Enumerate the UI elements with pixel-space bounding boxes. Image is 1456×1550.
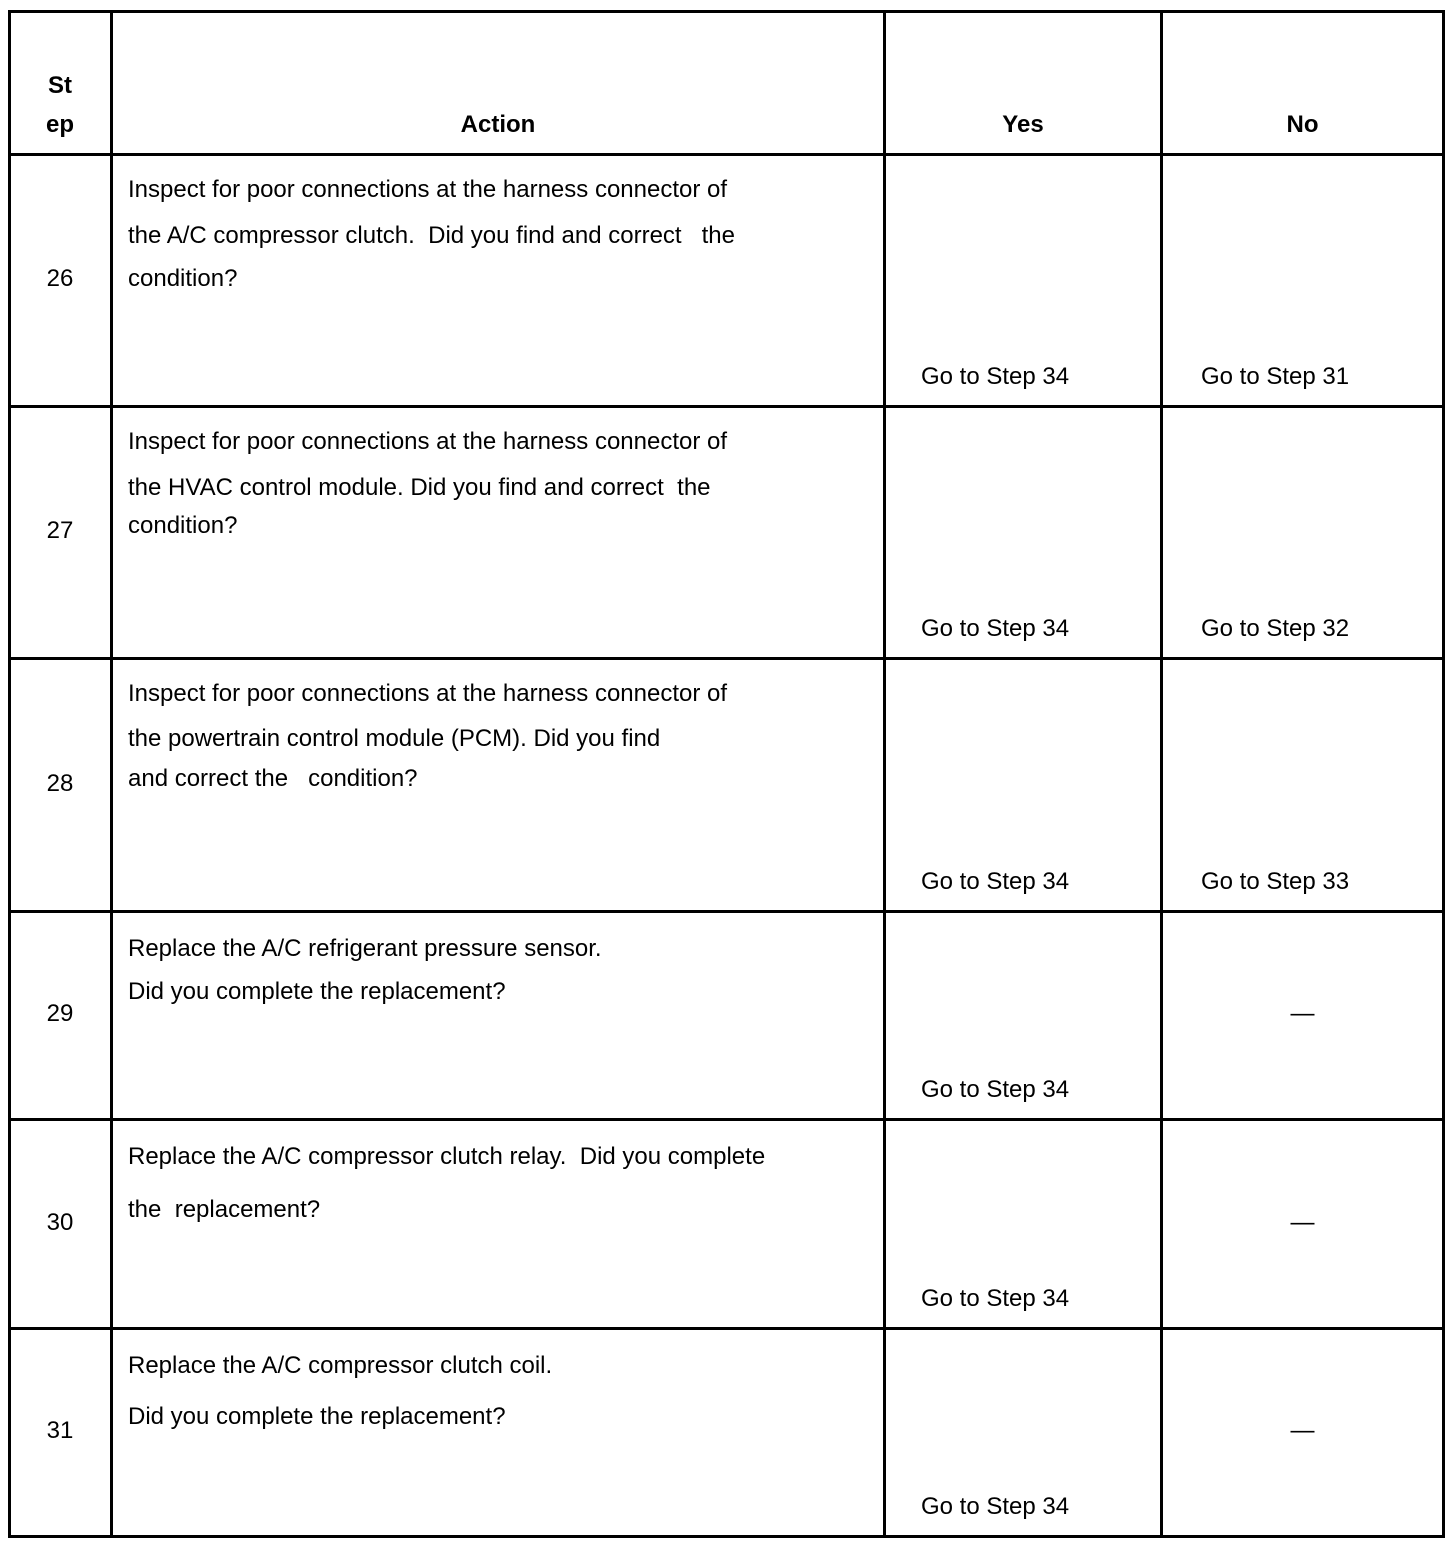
no-result: Go to Step 31 [1201, 363, 1350, 390]
header-step-line1: St [48, 72, 72, 99]
no-result: — [1290, 1000, 1315, 1027]
action-text-line: and correct the condition? [128, 765, 418, 792]
table-row-border [8, 1535, 1445, 1538]
action-text-line: condition? [128, 512, 238, 539]
no-result: — [1290, 1208, 1315, 1236]
no-result: Go to Step 32 [1201, 615, 1350, 642]
action-text-line: the replacement? [128, 1196, 321, 1223]
header-action: Action [460, 111, 536, 138]
action-text-line: the powertrain control module (PCM). Did you find [128, 725, 661, 752]
action-text-line: Did you complete the replacement? [128, 978, 506, 1005]
table-row-border [8, 657, 1445, 660]
step-number: 31 [46, 1417, 74, 1444]
action-text-line: Replace the A/C refrigerant pressure sensor. [128, 935, 602, 962]
action-text-line: the HVAC control module. Did you find and correct the [128, 474, 711, 501]
action-text-line: Inspect for poor connections at the harness connector of [128, 176, 728, 203]
table-row-border [8, 405, 1445, 408]
header-step-line2: ep [45, 111, 74, 138]
action-text-line: condition? [128, 265, 238, 292]
table-column-border [110, 10, 113, 1538]
yes-result: Go to Step 34 [921, 1285, 1070, 1312]
action-text-line: the A/C compressor clutch. Did you find and correct the [128, 222, 735, 249]
no-result: Go to Step 33 [1201, 868, 1350, 895]
action-text-line: Replace the A/C compressor clutch relay. Did you complete [128, 1143, 766, 1170]
yes-result: Go to Step 34 [921, 1493, 1070, 1520]
no-result: — [1290, 1417, 1315, 1444]
step-number: 30 [46, 1208, 74, 1236]
step-number: 26 [46, 265, 74, 292]
step-number: 29 [46, 1000, 74, 1027]
header-yes: Yes [1002, 111, 1044, 138]
action-text-line: Inspect for poor connections at the harness connector of [128, 680, 728, 707]
yes-result: Go to Step 34 [921, 1076, 1070, 1103]
table-column-border [1442, 10, 1445, 1538]
action-text-line: Replace the A/C compressor clutch coil. [128, 1352, 553, 1379]
table-row-border [8, 153, 1445, 156]
table-row-border [8, 1327, 1445, 1330]
table-column-border [1160, 10, 1163, 1538]
yes-result: Go to Step 34 [921, 868, 1070, 895]
step-number: 28 [46, 769, 74, 797]
yes-result: Go to Step 34 [921, 363, 1070, 390]
table-row-border [8, 1118, 1445, 1121]
table-row-border [8, 910, 1445, 913]
yes-result: Go to Step 34 [921, 615, 1070, 642]
action-text-line: Did you complete the replacement? [128, 1403, 506, 1430]
step-number: 27 [46, 517, 74, 544]
table-column-border [883, 10, 886, 1538]
header-no: No [1286, 111, 1319, 138]
table-row-border [8, 10, 1445, 13]
action-text-line: Inspect for poor connections at the harness connector of [128, 428, 728, 455]
